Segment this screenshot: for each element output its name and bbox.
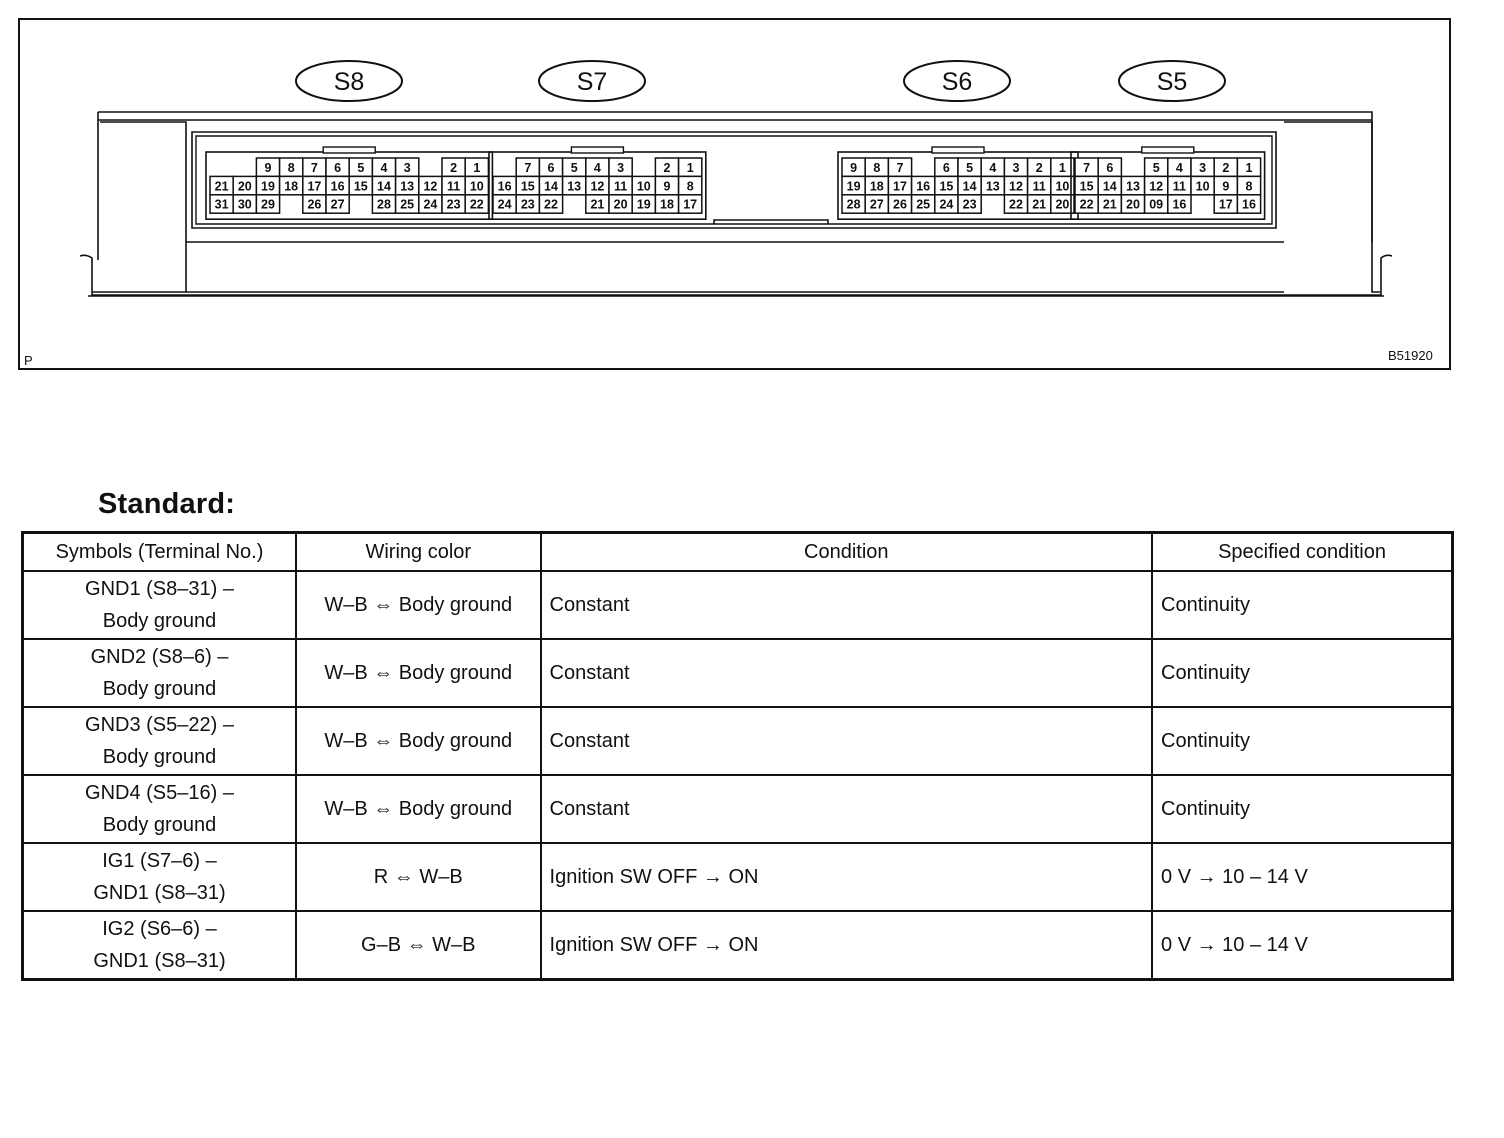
pin-number: 17 xyxy=(893,179,907,194)
pin-number: 1 xyxy=(1245,160,1253,175)
pin-number: 12 xyxy=(1009,179,1023,194)
specified-condition-cell: Continuity xyxy=(1152,775,1452,843)
table-row xyxy=(23,571,1453,639)
pin-number: 6 xyxy=(1106,160,1114,175)
specified-condition-cell: Continuity xyxy=(1152,571,1452,639)
pin-number: 9 xyxy=(1222,179,1230,194)
pin-number: 5 xyxy=(1152,160,1160,175)
pin-number: 16 xyxy=(1172,197,1187,212)
wiring-color-cell: W–B ⇔ Body ground xyxy=(296,707,541,775)
pin-number: 7 xyxy=(524,160,532,175)
pin-number: 7 xyxy=(896,160,904,175)
pin-number: 11 xyxy=(446,179,461,194)
column-header-specified-condition: Specified condition xyxy=(1152,533,1452,572)
ecu-connector-drawing xyxy=(20,20,1449,368)
symbol-cell xyxy=(23,911,297,980)
table-row xyxy=(23,707,1453,775)
wiring-color-cell: R ⇔ W–B xyxy=(296,843,541,911)
wiring-color-cell: W–B ⇔ Body ground xyxy=(296,639,541,707)
pin-number: 29 xyxy=(261,197,275,212)
symbol-line: Body ground xyxy=(102,814,217,836)
pin-number: 16 xyxy=(497,179,512,194)
pin-number: 26 xyxy=(893,197,907,212)
pin-number: 24 xyxy=(939,197,954,212)
pin-number: 2 xyxy=(1222,160,1230,175)
pin-number: 09 xyxy=(1149,197,1164,212)
symbol-line: Body ground xyxy=(102,746,217,768)
pin-number: 17 xyxy=(1218,197,1233,212)
pin-number: 5 xyxy=(570,160,578,175)
table-row xyxy=(23,639,1453,707)
connector-label: S5 xyxy=(1156,68,1188,96)
pin-number: 11 xyxy=(613,179,628,194)
pin-number: 12 xyxy=(590,179,605,194)
pin-number: 20 xyxy=(237,179,252,194)
condition-cell: Constant xyxy=(541,639,1153,707)
pin-number: 16 xyxy=(916,179,931,194)
pin-number: 3 xyxy=(617,160,625,175)
pin-number: 15 xyxy=(1079,179,1094,194)
pin-number: 19 xyxy=(261,179,275,194)
pin-number: 26 xyxy=(307,197,322,212)
pin-number: 19 xyxy=(846,179,861,194)
pin-number: 22 xyxy=(544,197,558,212)
symbol-cell xyxy=(23,775,297,843)
pin-number: 8 xyxy=(686,179,694,194)
pin-number: 16 xyxy=(330,179,345,194)
figure-code: B51920 xyxy=(1388,348,1433,363)
condition-cell: Constant xyxy=(541,775,1153,843)
symbol-line: IG2 (S6–6) – xyxy=(102,918,217,940)
pin-number: 15 xyxy=(939,179,954,194)
pin-number: 14 xyxy=(1102,179,1117,194)
column-header-condition: Condition xyxy=(541,533,1153,572)
pin-number: 31 xyxy=(214,197,229,212)
pin-number: 18 xyxy=(284,179,299,194)
condition-cell: Constant xyxy=(541,707,1153,775)
pin-number: 15 xyxy=(353,179,368,194)
pin-number: 21 xyxy=(590,197,605,212)
pin-number: 2 xyxy=(450,160,458,175)
pin-number: 9 xyxy=(663,179,671,194)
connector-s7 xyxy=(489,61,706,219)
pin-number: 20 xyxy=(1055,197,1070,212)
pin-number: 22 xyxy=(1009,197,1023,212)
pin-number: 4 xyxy=(380,160,388,175)
symbol-line: GND1 (S8–31) xyxy=(93,882,226,904)
pin-number: 9 xyxy=(850,160,858,175)
pin-number: 13 xyxy=(985,179,1000,194)
symbol-line: GND3 (S5–22) – xyxy=(85,714,234,736)
pin-number: 10 xyxy=(636,179,651,194)
pin-number: 5 xyxy=(357,160,365,175)
pin-number: 4 xyxy=(989,160,997,175)
pin-number: 13 xyxy=(400,179,415,194)
pin-number: 9 xyxy=(264,160,272,175)
connector-label: S7 xyxy=(576,68,608,96)
pin-number: 7 xyxy=(310,160,318,175)
wiring-color-cell: W–B ⇔ Body ground xyxy=(296,571,541,639)
pin-number: 27 xyxy=(869,197,884,212)
pin-number: 4 xyxy=(1175,160,1183,175)
table-row xyxy=(23,843,1453,911)
specified-condition-cell: 0 V → 10 – 14 V xyxy=(1152,911,1452,980)
symbol-line: GND2 (S8–6) – xyxy=(90,646,229,668)
pin-number: 6 xyxy=(942,160,950,175)
specified-condition-cell: 0 V → 10 – 14 V xyxy=(1152,843,1452,911)
pin-number: 7 xyxy=(1083,160,1091,175)
pin-number: 1 xyxy=(686,160,694,175)
pin-number: 10 xyxy=(1055,179,1070,194)
pin-number: 12 xyxy=(423,179,438,194)
symbol-line: GND1 (S8–31) – xyxy=(85,578,234,600)
figure-corner-mark: P xyxy=(24,353,33,368)
pin-number: 11 xyxy=(1172,179,1187,194)
symbol-cell xyxy=(23,843,297,911)
pin-number: 13 xyxy=(1126,179,1140,194)
connector-latch xyxy=(1142,147,1194,153)
pin-number: 11 xyxy=(1032,179,1046,194)
pin-number: 21 xyxy=(1032,197,1047,212)
connector-label: S8 xyxy=(333,68,365,96)
column-header-symbols: Symbols (Terminal No.) xyxy=(23,533,297,572)
pin-number: 25 xyxy=(400,197,415,212)
pin-number: 10 xyxy=(1195,179,1210,194)
pin-number: 2 xyxy=(1035,160,1043,175)
wiring-color-cell: W–B ⇔ Body ground xyxy=(296,775,541,843)
column-header-wiring-color: Wiring color xyxy=(296,533,541,572)
pin-number: 3 xyxy=(403,160,411,175)
symbol-cell xyxy=(23,639,297,707)
symbol-line: Body ground xyxy=(102,678,217,700)
specified-condition-cell: Continuity xyxy=(1152,707,1452,775)
pin-number: 24 xyxy=(497,197,512,212)
table-row xyxy=(23,911,1453,980)
pin-number: 28 xyxy=(846,197,861,212)
symbol-cell xyxy=(23,571,297,639)
pin-number: 4 xyxy=(593,160,601,175)
pin-number: 18 xyxy=(869,179,884,194)
pin-number: 12 xyxy=(1149,179,1164,194)
connector-s5 xyxy=(1071,61,1265,219)
condition-cell: Ignition SW OFF → ON xyxy=(541,843,1153,911)
pin-number: 25 xyxy=(916,197,931,212)
condition-cell: Constant xyxy=(541,571,1153,639)
symbol-line: IG1 (S7–6) – xyxy=(102,850,217,872)
pin-number: 16 xyxy=(1242,197,1256,212)
pin-number: 19 xyxy=(636,197,651,212)
pin-number: 24 xyxy=(423,197,438,212)
pin-number: 28 xyxy=(377,197,391,212)
pin-number: 1 xyxy=(1058,160,1066,175)
connector-s8 xyxy=(206,61,492,219)
wiring-color-cell: G–B ⇔ W–B xyxy=(296,911,541,980)
pin-number: 6 xyxy=(334,160,342,175)
pin-number: 10 xyxy=(469,179,484,194)
connector-latch xyxy=(571,147,623,153)
pin-number: 1 xyxy=(473,160,481,175)
connector-latch xyxy=(932,147,984,153)
pin-number: 17 xyxy=(307,179,322,194)
table-row xyxy=(23,775,1453,843)
specified-condition-cell: Continuity xyxy=(1152,639,1452,707)
pin-number: 13 xyxy=(567,179,582,194)
connector-label: S6 xyxy=(941,68,973,96)
symbol-line: GND1 (S8–31) xyxy=(93,950,226,972)
pin-number: 21 xyxy=(214,179,229,194)
symbol-line: GND4 (S5–16) – xyxy=(85,782,234,804)
pin-number: 20 xyxy=(613,197,628,212)
pin-number: 5 xyxy=(966,160,974,175)
pin-number: 8 xyxy=(1245,179,1253,194)
pin-number: 17 xyxy=(683,197,698,212)
pin-number: 14 xyxy=(377,179,391,194)
pin-number: 3 xyxy=(1012,160,1020,175)
symbol-cell xyxy=(23,707,297,775)
pin-number: 27 xyxy=(330,197,345,212)
pin-number: 22 xyxy=(1079,197,1094,212)
connector-latch xyxy=(323,147,375,153)
pin-number: 23 xyxy=(520,197,535,212)
pin-number: 15 xyxy=(520,179,535,194)
pin-number: 14 xyxy=(962,179,977,194)
pin-number: 30 xyxy=(237,197,252,212)
pin-number: 14 xyxy=(544,179,558,194)
pin-number: 23 xyxy=(962,197,977,212)
pin-number: 21 xyxy=(1102,197,1117,212)
connector-s6 xyxy=(838,61,1078,219)
pin-number: 2 xyxy=(663,160,671,175)
pin-number: 20 xyxy=(1126,197,1140,212)
connector-diagram xyxy=(18,18,1451,370)
pin-number: 23 xyxy=(446,197,461,212)
symbol-line: Body ground xyxy=(102,610,217,632)
table-header-row xyxy=(23,533,1453,572)
condition-cell: Ignition SW OFF → ON xyxy=(541,911,1153,980)
pin-number: 8 xyxy=(287,160,295,175)
pin-number: 8 xyxy=(873,160,881,175)
standard-table xyxy=(21,531,1454,981)
pin-number: 6 xyxy=(547,160,555,175)
pin-number: 22 xyxy=(469,197,484,212)
pin-number: 3 xyxy=(1199,160,1207,175)
standard-heading: Standard: xyxy=(98,488,236,520)
pin-number: 18 xyxy=(660,197,674,212)
